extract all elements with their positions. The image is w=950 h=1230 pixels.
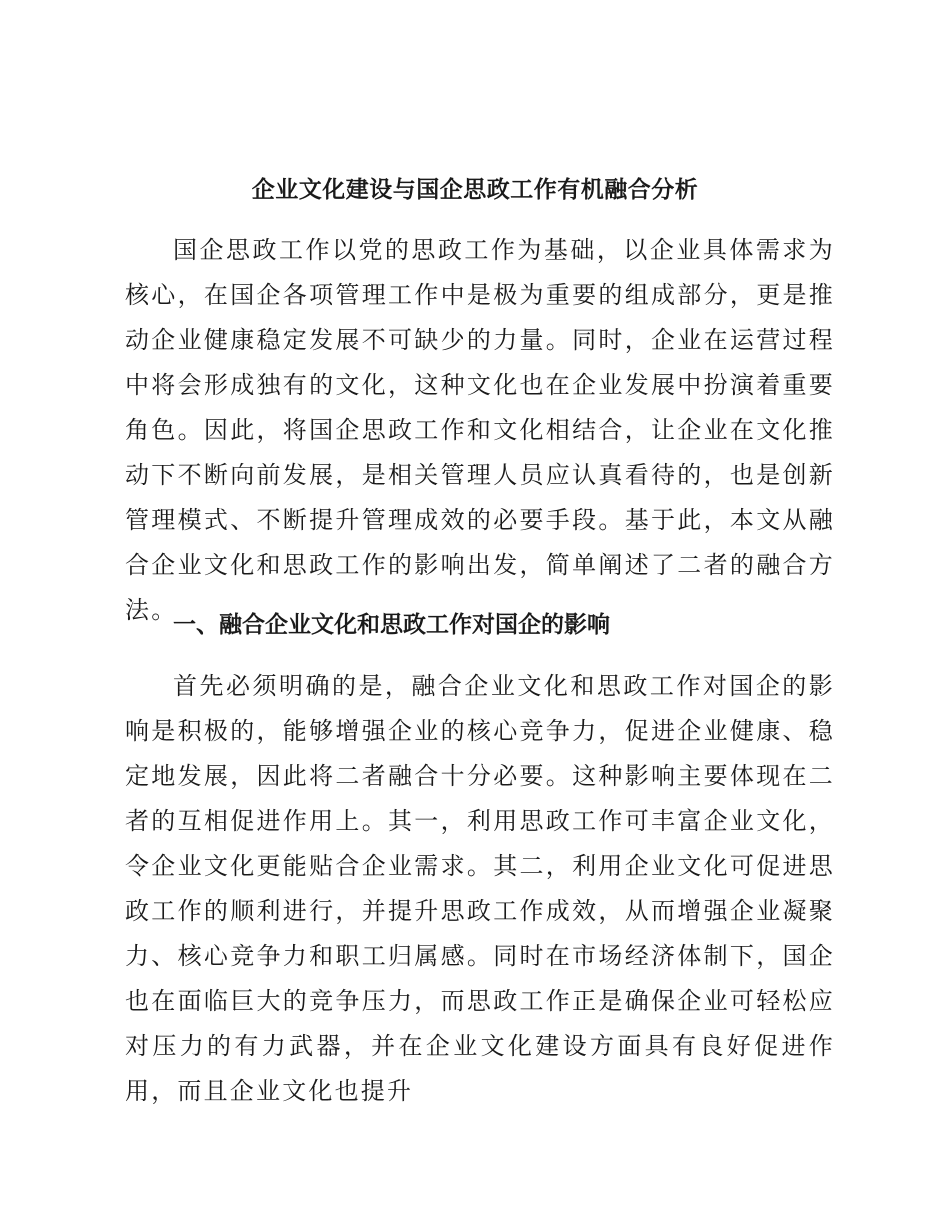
intro-paragraph: 国企思政工作以党的思政工作为基础，以企业具体需求为核心，在国企各项管理工作中是极为重要的组成部分，更是推动企业健康稳定发展不可缺少的力量。同时，企业在运营过程中将会形成独有的文化，这种文化也在企业发展中扮演着重要角色。因此，将国企思政工作和文化相结合，让企业在文化推动下不断向前发展，是相关管理人员应认真看待的，也是创新管理模式、不断提升管理成效的必要手段。基于此，本文从融合企业文化和思政工作的影响出发，简单阐述了二者的融合方法。	[125, 236, 835, 624]
document-title: 企业文化建设与国企思政工作有机融合分析	[251, 176, 699, 203]
section-heading: 一、融合企业文化和思政工作对国企的影响	[173, 612, 610, 638]
section-paragraph: 首先必须明确的是，融合企业文化和思政工作对国企的影响是积极的，能够增强企业的核心竞争力，促进企业健康、稳定地发展，因此将二者融合十分必要。这种影响主要体现在二者的互相促进作用上。其一，利用思政工作可丰富企业文化，令企业文化更能贴合企业需求。其二，利用企业文化可促进思政工作的顺利进行，并提升思政工作成效，从而增强企业凝聚力、核心竞争力和职工归属感。同时在市场经济体制下，国企也在面临巨大的竞争压力，而思政工作正是确保企业可轻松应对压力的有力武器，并在企业文化建设方面具有良好促进作用，而且企业文化也提升	[125, 672, 835, 1105]
